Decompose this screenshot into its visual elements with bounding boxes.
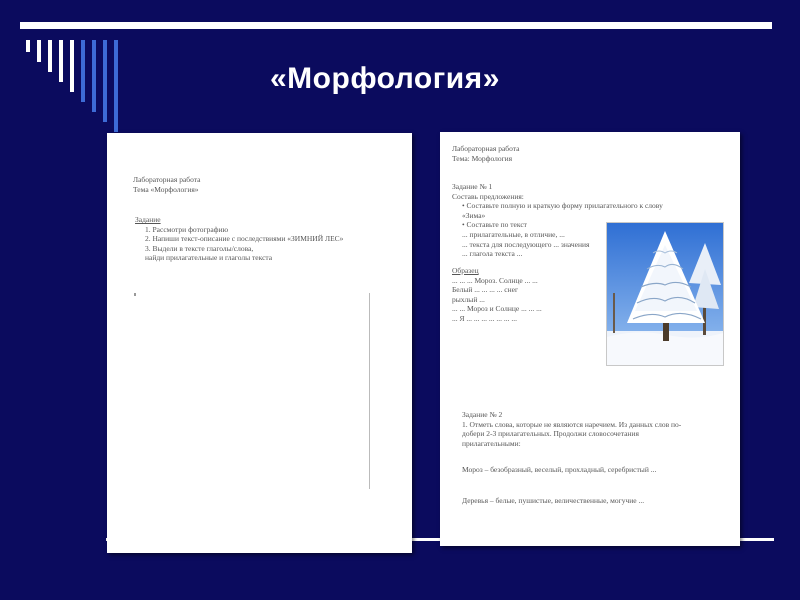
task1-line: • Составьте полную и краткую форму прилагательного к слову <box>462 201 663 211</box>
task1-label: Задание № 1 <box>452 182 493 191</box>
page-mark <box>134 293 136 296</box>
left-document-page <box>107 133 412 553</box>
top-divider <box>20 22 772 29</box>
task2-line: добери 2-3 прилагательных. Продолжи словосочетания <box>462 429 639 439</box>
decorative-bar <box>92 40 96 112</box>
task1-line: ... текста для последующего ... значения <box>462 239 590 249</box>
decorative-bar <box>26 40 30 52</box>
right-header <box>452 144 519 163</box>
left-task-label: Задание <box>135 215 161 224</box>
left-task-item: 3. Выдели в тексте глаголы/слова, <box>145 243 254 253</box>
left-heading <box>133 175 200 194</box>
task1-line: ... прилагательные, в отличие, ... <box>462 229 565 239</box>
decorative-bar <box>59 40 63 82</box>
sample-block <box>452 266 542 324</box>
decorative-bar <box>103 40 107 122</box>
sample-line: ... Я ... ... ... ... ... ... ... <box>452 313 518 323</box>
task1-sub: Составь предложения: <box>452 191 524 201</box>
decorative-bar <box>81 40 85 102</box>
right-header-line1: Лабораторная работа <box>452 144 520 153</box>
left-task-item-continued: найди прилагательные и глаголы текста <box>145 253 273 263</box>
decorative-bar <box>37 40 41 62</box>
sample-line: рыхлый ... <box>452 294 485 304</box>
left-task-item: 2. Напиши текст-описание с последствиями «ЗИМНИЙ ЛЕС» <box>145 234 344 244</box>
left-task-item: 1. Рассмотри фотографию <box>145 224 229 234</box>
task2-label: Задание № 2 <box>462 410 503 419</box>
right-document-page <box>440 132 740 546</box>
task1-line: ... глагола текста ... <box>462 249 523 259</box>
sample-line: ... ... ... Мороз. Солнце ... ... <box>452 275 538 285</box>
decorative-bars <box>26 40 136 136</box>
task2-line: 1. Отметь слова, которые не являются наречием. Из данных слов по- <box>462 419 682 429</box>
task1-line: «Зима» <box>462 210 486 220</box>
page-column-line <box>369 293 370 489</box>
word-chain-1: Мороз – безобразный, веселый, прохладный, серебристый ... <box>462 465 657 474</box>
right-header-line2: Тема: Морфология <box>452 153 513 163</box>
task1-line: • Составьте по текст <box>462 220 527 230</box>
left-heading-line2: Тема «Морфология» <box>133 184 199 194</box>
left-heading-line1: Лабораторная работа <box>133 175 201 184</box>
slide-title: «Морфология» <box>270 62 500 95</box>
sample-line: Белый ... ... ... ... снег <box>452 285 519 295</box>
task2-line: прилагательными: <box>462 438 521 448</box>
decorative-bar <box>48 40 52 72</box>
word-chain-2: Деревья – белые, пушистые, величественные, могучие ... <box>462 496 645 505</box>
sample-line: ... ... Мороз и Солнце ... ... ... <box>452 304 542 314</box>
decorative-bar <box>114 40 118 132</box>
winter-forest-image <box>607 223 723 365</box>
winter-forest-photo <box>606 222 724 366</box>
left-task <box>135 215 343 263</box>
sample-label: Образец <box>452 266 479 275</box>
decorative-bar <box>70 40 74 92</box>
task2-block <box>462 410 681 448</box>
